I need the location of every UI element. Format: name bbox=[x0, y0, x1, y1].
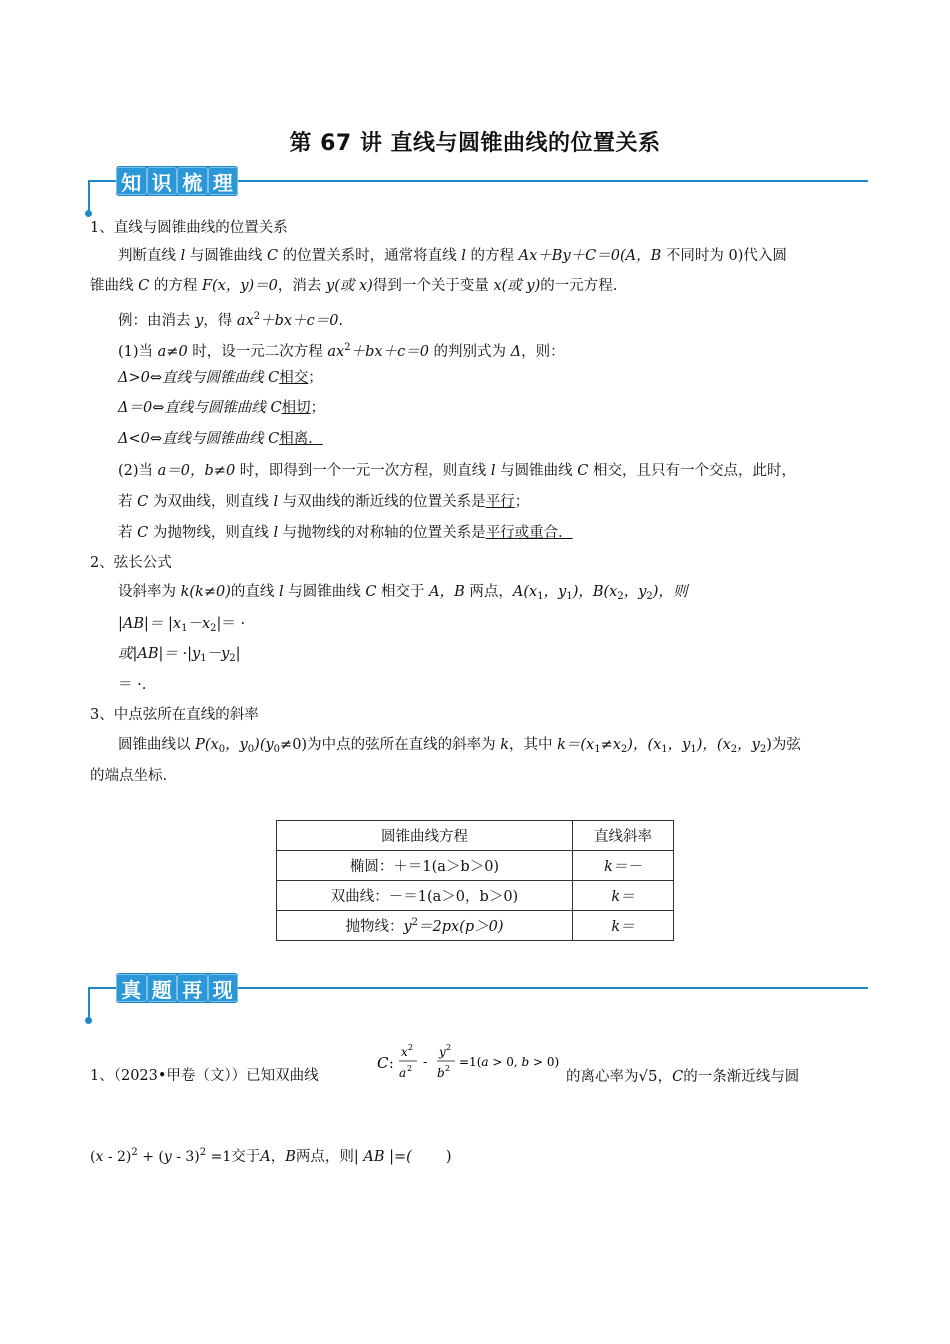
page-title: 第 67 讲 直线与圆锥曲线的位置关系 bbox=[289, 131, 661, 156]
table-cell: 抛物线：$y^2=2px(p>0)$ bbox=[277, 911, 573, 941]
hyperbola-formula-graphic bbox=[375, 1040, 563, 1086]
section-header-past-exams bbox=[88, 975, 868, 1019]
badge-char: 梳 bbox=[177, 167, 208, 195]
paragraph-line: 的端点坐标. bbox=[90, 768, 168, 784]
table-cell: k＝－ bbox=[573, 851, 674, 881]
badge-char: 现 bbox=[208, 974, 239, 1002]
heading-2: 2、弦长公式 bbox=[90, 555, 172, 571]
paragraph-line: 例：由消去 y，得 $ax^2+bx+c=0$. bbox=[118, 311, 344, 329]
paragraph-line: $|AB|= |x_1-x_2|=$ · bbox=[118, 616, 246, 634]
circle-formula: (x - 2)$^2$ + (y - 3)$^2$ =1 bbox=[90, 1147, 232, 1165]
table-cell: 双曲线：－＝1(a＞0，b＞0) bbox=[277, 881, 573, 911]
heading-3: 3、中点弦所在直线的斜率 bbox=[90, 707, 259, 723]
badge-char: 再 bbox=[177, 974, 208, 1002]
badge-char: 识 bbox=[147, 167, 178, 195]
table-cell: k＝ bbox=[573, 911, 674, 941]
formula-y: y bbox=[439, 1045, 446, 1059]
divider bbox=[88, 180, 90, 212]
section-badge bbox=[116, 166, 238, 196]
question-1-line-2: (x - 2)$^2$ + (y - 3)$^2$ =1交于A，B两点，则| AB |=( ) bbox=[90, 1147, 452, 1165]
section-header-knowledge bbox=[88, 168, 868, 212]
hyperbola-formula bbox=[375, 1040, 563, 1086]
paragraph-line: ＝ ·. bbox=[118, 677, 147, 693]
ab-abs: | AB |=( bbox=[353, 1149, 412, 1165]
sqrt5: √5 bbox=[638, 1067, 658, 1085]
paragraph-line: 或$|AB|= \cdot|y_1-y_2|$ bbox=[118, 646, 241, 664]
formula-colon: : bbox=[389, 1056, 394, 1072]
heading-1: 1、直线与圆锥曲线的位置关系 bbox=[90, 220, 288, 236]
divider bbox=[88, 987, 90, 1019]
table-cell: k＝ bbox=[573, 881, 674, 911]
bullet-dot-icon bbox=[85, 1017, 92, 1024]
table-header: 圆锥曲线方程 bbox=[277, 821, 573, 851]
table-row bbox=[277, 911, 674, 941]
paragraph-line: 锥曲线 C 的方程 F(x，y)＝0，消去 y(或 x)得到一个关于变量 x(或 y)的一元方程. bbox=[90, 278, 618, 294]
formula-sup: 2 bbox=[446, 1043, 452, 1052]
question-1-line-1b: 的离心率为√5，C的一条渐近线与圆 bbox=[566, 1067, 800, 1085]
formula-a: a bbox=[399, 1066, 407, 1080]
badge-char: 知 bbox=[116, 167, 147, 195]
paragraph-line: Δ<0⇔直线与圆锥曲线 C相离． bbox=[118, 431, 323, 447]
badge-char: 题 bbox=[147, 974, 178, 1002]
formula-rest: =1(a > 0, b > 0) bbox=[459, 1055, 560, 1069]
formula-minus: - bbox=[423, 1055, 428, 1070]
formula-sup: 2 bbox=[408, 1043, 414, 1052]
paragraph-line: 设斜率为 k(k≠0)的直线 l 与圆锥曲线 C 相交于 A，B 两点，$A(x_1$，$y_1$)，$B(x_2$，$y_2$)，则 bbox=[118, 584, 688, 602]
paragraph-line: 若 C 为双曲线，则直线 l 与双曲线的渐近线的位置关系是平行； bbox=[118, 494, 530, 510]
paragraph-line: (1)当 a≠0 时，设一元二次方程 $ax^2+bx+c=0$ 的判别式为 Δ，则： bbox=[118, 342, 565, 360]
table-header: 直线斜率 bbox=[573, 821, 674, 851]
table-cell: 椭圆：＋＝1(a＞b＞0) bbox=[277, 851, 573, 881]
formula-C: C bbox=[377, 1054, 389, 1072]
paragraph-line: (2)当 a＝0，b≠0 时，即得到一个一元一次方程，则直线 l 与圆锥曲线 C 相交，且只有一个交点，此时， bbox=[118, 463, 796, 479]
paragraph-line: 圆锥曲线以 $P(x_0$，$y_0)(y_0\ne 0)$为中点的弦所在直线的斜率为 k，其中 $k=(x_1\ne x_2)$，($x_1$，$y_1$)，($x_2$，$y_2$)为弦 bbox=[118, 737, 801, 755]
paragraph-line: 判断直线 l 与圆锥曲线 C 的位置关系时，通常将直线 l 的方程 Ax＋By＋C＝0(A，B 不同时为 0)代入圆 bbox=[118, 248, 787, 264]
table-header-row bbox=[277, 821, 674, 851]
paragraph-line: Δ＝0⇔直线与圆锥曲线 C相切； bbox=[118, 400, 326, 416]
badge-char: 理 bbox=[208, 167, 239, 195]
paragraph-line: Δ>0⇔直线与圆锥曲线 C相交； bbox=[118, 370, 323, 386]
question-1-line-1: 1、（2023•甲卷（文））已知双曲线 bbox=[90, 1068, 319, 1084]
formula-b: b bbox=[437, 1066, 445, 1080]
table-row bbox=[277, 851, 674, 881]
formula-sup: 2 bbox=[407, 1064, 413, 1073]
bullet-dot-icon bbox=[85, 210, 92, 217]
paragraph-line: 若 C 为抛物线，则直线 l 与抛物线的对称轴的位置关系是平行或重合． bbox=[118, 525, 573, 541]
section-badge bbox=[116, 973, 238, 1003]
table-row bbox=[277, 881, 674, 911]
slope-table bbox=[276, 820, 674, 941]
formula-sup: 2 bbox=[445, 1064, 451, 1073]
formula-x: x bbox=[401, 1045, 408, 1059]
badge-char: 真 bbox=[116, 974, 147, 1002]
